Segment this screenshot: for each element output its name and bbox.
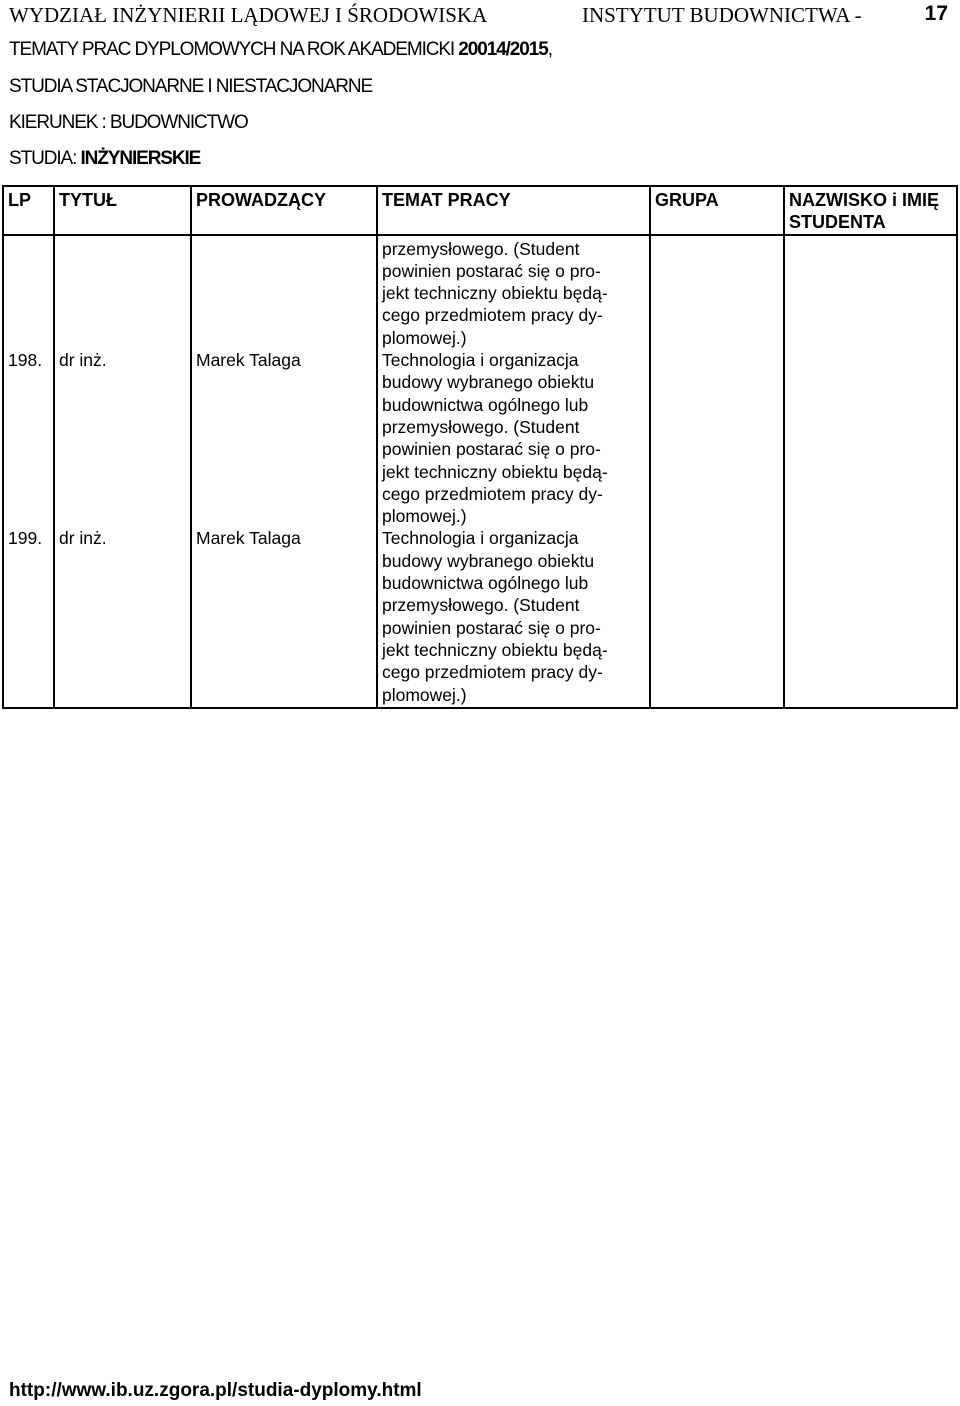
info-field: KIERUNEK : BUDOWNICTWO [9,112,248,133]
footer-url: http://www.ib.uz.zgora.pl/studia-dyplomy.html [9,1380,422,1401]
institute-name: INSTYTUT BUDOWNICTWA - [582,3,862,27]
cell-student [784,235,957,349]
cell-student [784,349,957,527]
cell-group [650,349,784,527]
cell-student [784,527,957,707]
cell-supervisor: Marek Talaga [191,349,377,527]
thesis-topics-table [2,185,958,709]
cell-lp: 199. [3,527,54,707]
column-header-title: TYTUŁ [54,186,191,235]
study-level-value: INŻYNIERSKIE [80,148,201,169]
cell-title: dr inż. [54,349,191,527]
cell-topic: Technologia i organizacja budowy wybranego obiektu budownictwa ogólnego lub przemysłowego. (Student powinien postarać się o pro- jekt techniczny obiektu będą- cego przedmiotem pracy dy- plomowej.) [377,349,650,527]
cell-topic: przemysłowego. (Student powinien postarać się o pro- jekt techniczny obiektu będą- cego przedmiotem pracy dy- plomowej.) [377,235,650,349]
column-header-topic: TEMAT PRACY [377,186,650,235]
cell-group [650,527,784,707]
column-header-lp: LP [3,186,54,235]
table-row [3,349,957,527]
page-header [9,3,954,29]
cell-topic: Technologia i organizacja budowy wybranego obiektu budownictwa ogólnego lub przemysłowego. (Student powinien postarać się o pro- jekt techniczny obiektu będą- cego przedmiotem pracy dy- plomowej.) [377,527,650,707]
info-topics-year: TEMATY PRAC DYPLOMOWYCH NA ROK AKADEMICKI 20014/2015, [9,39,552,60]
academic-year: 20014/2015 [458,39,548,60]
cell-lp: 198. [3,349,54,527]
table-row [3,235,957,349]
cell-group [650,235,784,349]
info-study-level: STUDIA: INŻYNIERSKIE [9,148,201,169]
table-row [3,527,957,707]
column-header-group: GRUPA [650,186,784,235]
cell-supervisor: Marek Talaga [191,527,377,707]
cell-title [54,235,191,349]
table-header-row [3,186,957,235]
cell-title: dr inż. [54,527,191,707]
cell-lp [3,235,54,349]
column-header-supervisor: PROWADZĄCY [191,186,377,235]
page-number: 17 [924,2,948,25]
info-study-mode: STUDIA STACJONARNE I NIESTACJONARNE [9,76,373,97]
cell-supervisor [191,235,377,349]
column-header-student: NAZWISKO i IMIĘ STUDENTA [784,186,957,235]
faculty-name: WYDZIAŁ INŻYNIERII LĄDOWEJ I ŚRODOWISKA [9,3,488,27]
